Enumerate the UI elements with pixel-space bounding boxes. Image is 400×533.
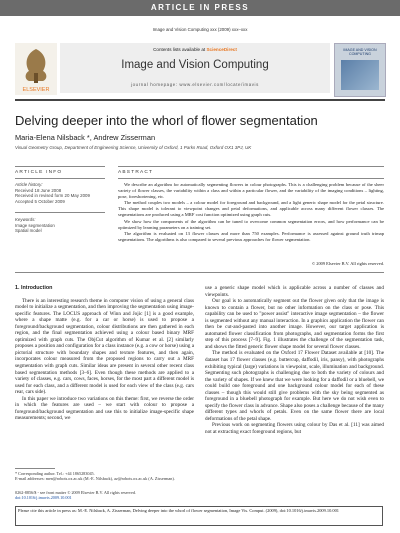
abstract-paragraph: The method couples two models – a colour model for foreground and background, and a light generic shape model for the petal structure. This shape model is tolerant to viewpoint changes and petal deformations, and applicable across many different flower classes. The segmentations are produced using a MRF cost function optimized using graph cuts. — [118, 200, 384, 218]
body-paragraph: The method is evaluated on the Oxford 17 Flower Dataset available at [10]. The dataset has 17 flower classes (e.g. buttercup, daffodil, iris, pansy), with photographs exhibiting typical (large) variations in viewpoint, scale, illumination and background. Segmenting such photographs is challenging due to both the variety of colours and the variety of shapes. If we knew that we were looking for a daffodil or a bluebell, we could build one foreground and one background colour model for each of these classes – though this would still give problems with the sky being segmented as foreground in a bluebell photograph for example. But here we do not wish even to specify the flower class in advance. Shape also poses a challenge because of the many different types and whorls of petals. Even on the same flower there are local deformations of the petal shape. — [205, 350, 384, 422]
body-paragraph: There is an interesting research theme in computer vision of using a general class model to initialize a segmentation, and then improving the segmentation using image-specific features. The LOCUS approach of Winn and Jojic [1] is a good example, where a shape matte (e.g. for a car or horse) is used to propose a foreground/background segmentation, colour distributions are then gathered in each region, and the final segmentation achieved using a colour based binary MRF optimized with graph cuts. The ObjCut algorithm of Kumar et al. [2] similarly proposes a position and configuration for a class instance (e.g. a cow or horse) using a pictorial structure with boundary shapes and texture features, and then again, incorporates colour measured from the proposed regions to carry out a MRF segmentation with graph cuts. Similar ideas are present in several other recent class based segmentation methods [3–6]. Even though these methods are applied to a variety of classes, e.g. cars, cows, faces, horses, for the most part a different model is used for each class, and a different model is used for each view of the class (e.g. cars rear, cars side). — [15, 297, 194, 396]
keywords — [15, 217, 55, 234]
header-rule — [15, 99, 385, 101]
history-label: Article history: — [15, 182, 43, 187]
cover-title: IMAGE AND VISION COMPUTING — [343, 48, 377, 56]
body-paragraph: In this paper we introduce two variations on this theme: first, we reverse the order in which the features are used – we start with colour to propose a foreground/background segmentation and use this to initialize image-specific shape measurements; second, we — [15, 395, 194, 422]
history-accepted: Accepted 5 October 2009 — [15, 198, 65, 204]
contents-prefix: Contents lists available at — [153, 47, 206, 52]
body-paragraph: Previous work on segmenting flowers using colour by Das et al. [11] was aimed not at extracting exact foreground regions, but — [205, 422, 384, 436]
history-revised: Received in revised form 20 May 2009 — [15, 193, 90, 198]
intro-right-column — [205, 285, 384, 436]
keyword-item: Image segmentation — [15, 222, 55, 228]
abstract-subrule — [118, 178, 384, 179]
citation-header: Image and Vision Computing xxx (2009) xxx–xxx — [152, 27, 248, 32]
abstract-body — [118, 182, 384, 243]
journal-cover-thumbnail — [334, 43, 386, 97]
elsevier-logo — [15, 43, 57, 95]
article-authors: Maria-Elena Nilsback *, Andrew Zisserman — [15, 133, 156, 142]
body-paragraph: use a generic shape model which is applicable across a number of classes and viewpoints. — [205, 285, 384, 298]
article-history — [15, 182, 90, 204]
abstract-paragraph: We show how the components of the algorithm can be tuned to overcome common segmentation errors, and how performance can be optimized by learning parameters on a training set. — [118, 218, 384, 230]
doi-link[interactable]: doi:10.1016/j.imavis.2009.10.001 — [15, 495, 72, 501]
abstract-copyright: © 2009 Elsevier B.V. All rights reserved. — [311, 261, 384, 266]
front-matter — [15, 490, 194, 501]
article-in-press-banner: ARTICLE IN PRESS — [0, 0, 400, 16]
article-info-subrule — [15, 178, 105, 179]
citation-notice-box — [15, 506, 383, 526]
author-affiliation: Visual Geometry Group, Department of Engineering Science, University of Oxford, 1 Parks Road, Oxford OX1 3PJ, UK — [15, 145, 252, 150]
body-rule — [15, 272, 384, 273]
corresponding-author: * Corresponding author. Tel.: +44 1865283045. — [15, 471, 95, 476]
keywords-label: Keywords: — [15, 217, 36, 222]
elsevier-wordmark: ELSEVIER — [22, 87, 50, 93]
history-received: Received 18 June 2008 — [15, 187, 62, 193]
intro-heading: 1. Introduction — [15, 285, 53, 291]
issn-line: 0262-8856/$ - see front matter © 2009 Elsevier B.V. All rights reserved. — [15, 490, 137, 495]
keyword-item: Spatial model — [15, 228, 42, 233]
abstract-rule — [118, 166, 384, 167]
author-emails: E-mail addresses: men@robots.ox.ac.uk (M.-E. Nilsback), az@robots.ox.ac.uk (A. Zisserman). — [15, 476, 175, 482]
abstract-paragraph: We describe an algorithm for automatically segmenting flowers in colour photographs. This is a challenging problem because of the sheer variety of flower classes, the variability within a class and within a particular flower, and the variability of the imaging conditions – lighting, pose, foreshortening, etc. — [118, 182, 384, 200]
article-info-heading: ARTICLE INFO — [15, 170, 63, 175]
keywords-rule — [15, 212, 105, 213]
journal-header-box — [60, 43, 330, 93]
cover-image — [341, 60, 379, 90]
contents-line — [60, 47, 330, 52]
intro-left-column — [15, 285, 194, 422]
footnote — [15, 471, 194, 482]
body-paragraph: Our goal is to automatically segment out the flower given only that the image is known to contain a flower, but no other information on the class or pose. This capability can be used to "power assist" interactive image segmentation – the flower is segmented without any manual interaction. In a graphics application the flower can then be cut-and-pasted into another image. However, our target application is automated flower classification from photographs, and segmentation forms the first step of this process [7–9]. Fig. 1 illustrates the challenge of the segmentation task, and shows the fitted generic flower shape model for several flower classes. — [205, 298, 384, 350]
article-title: Delving deeper into the whorl of flower segmentation — [15, 113, 318, 128]
citation-notice: Please cite this article in press as: M.-E. Nilsback, A. Zisserman, Delving deeper into the whorl of flower segmentation, Image Vis. Comput. (2009), doi:10.1016/j.imavis.2009.10.001 — [18, 508, 339, 513]
journal-homepage[interactable]: journal homepage: www.elsevier.com/locate/imavis — [131, 82, 259, 87]
journal-title: Image and Vision Computing — [121, 59, 269, 71]
abstract-paragraph: The algorithm is evaluated on 13 flower classes and more than 750 examples. Performance is assessed against ground truth trimap segmentations. The algorithms is also compared to several previous approaches for flower segmentation. — [118, 230, 384, 242]
abstract-heading: ABSTRACT — [118, 170, 154, 175]
footnote-rule — [15, 468, 55, 469]
sciencedirect-link[interactable]: ScienceDirect — [206, 47, 237, 52]
article-info-rule — [15, 166, 105, 167]
